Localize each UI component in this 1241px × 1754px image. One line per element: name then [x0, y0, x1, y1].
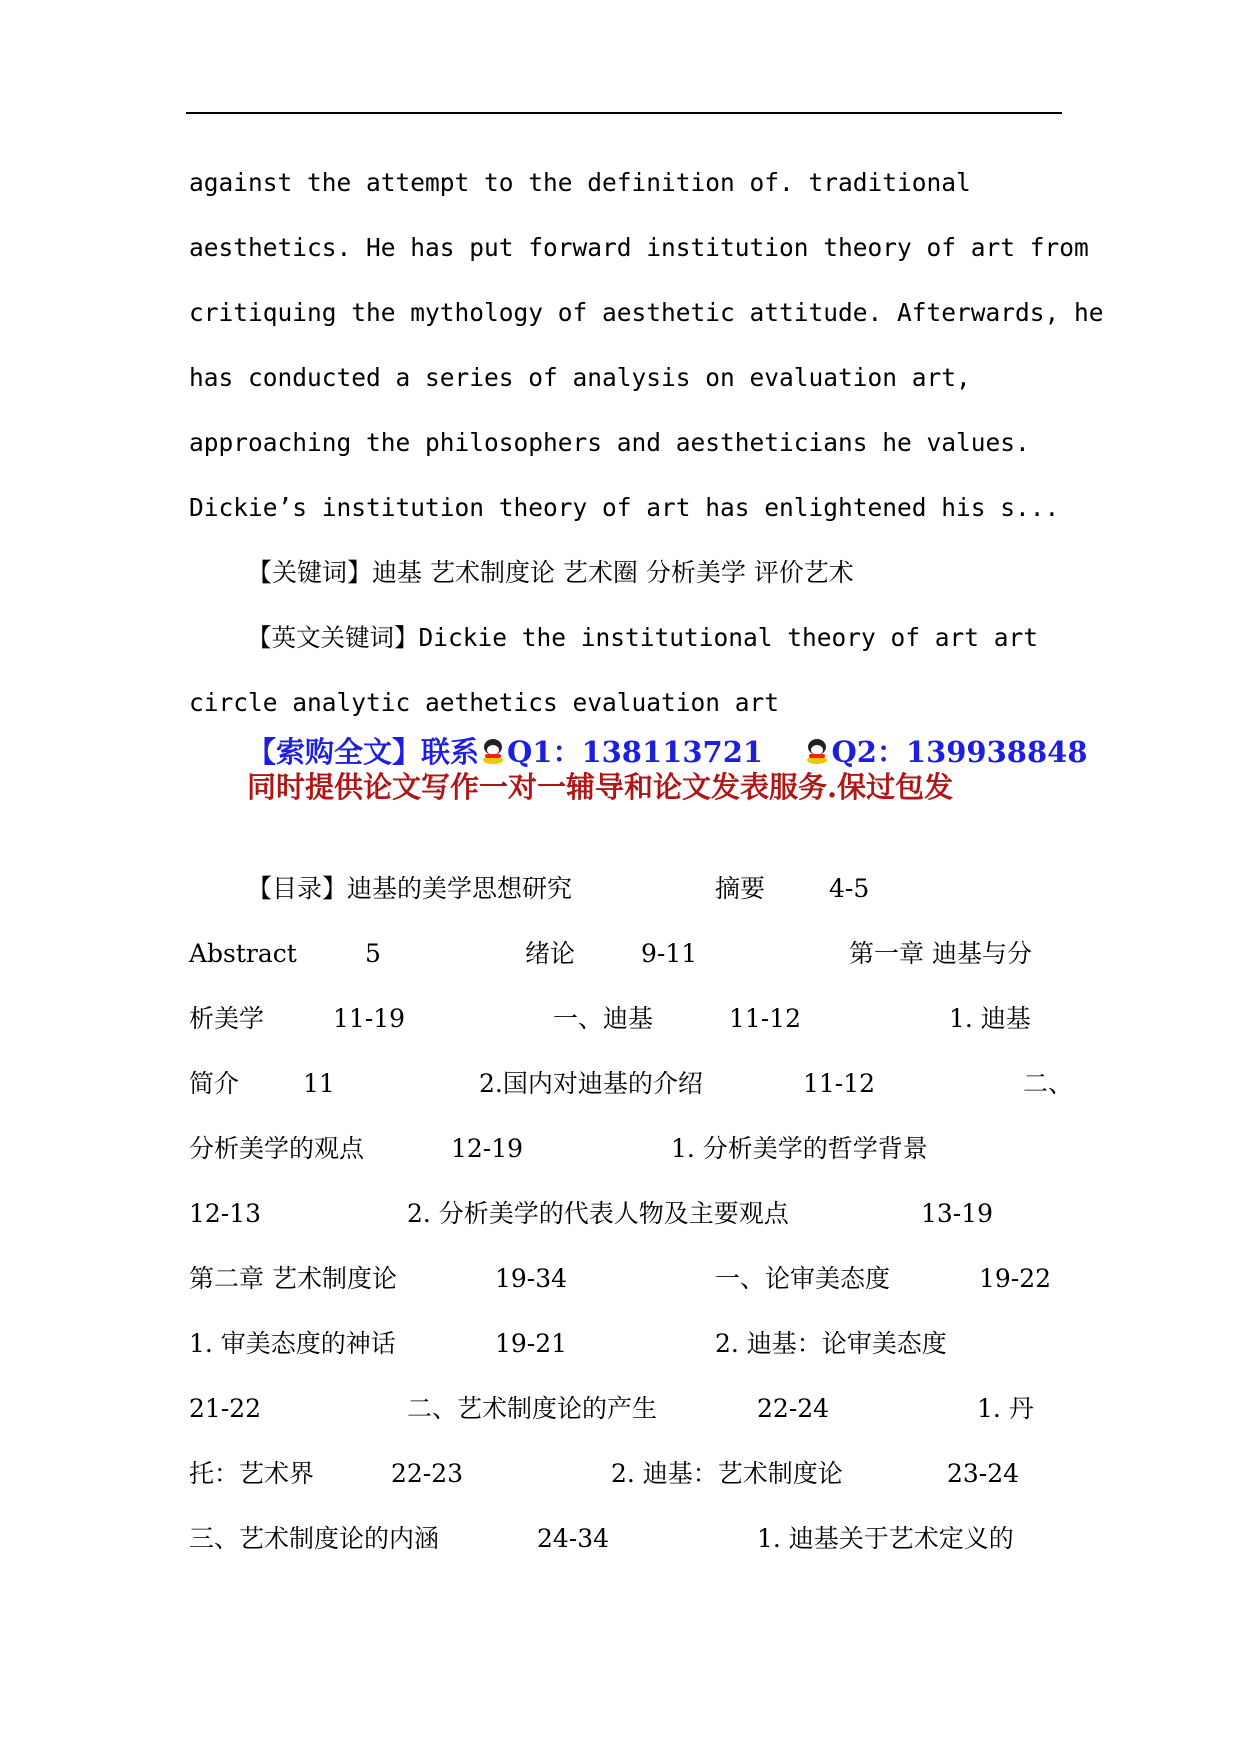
keywords-english: 【英文关键词】Dickie the institutional theory of art art — [247, 623, 1039, 652]
toc-entry: 托：艺术界 — [189, 1459, 315, 1488]
toc-page: 22-24 — [757, 1394, 830, 1423]
toc-page: 21-22 — [189, 1394, 262, 1423]
toc-line — [189, 1181, 1069, 1246]
toc-entry: 第二章 艺术制度论 — [189, 1264, 397, 1293]
toc-entry: 绪论 — [525, 939, 576, 968]
toc-entry: 简介 — [189, 1069, 240, 1098]
toc-page: 23-24 — [947, 1459, 1020, 1488]
toc-page: 11 — [303, 1069, 335, 1098]
toc-line — [189, 1506, 1069, 1571]
toc-entry: 1. 迪基 — [949, 1004, 1031, 1033]
toc-entry: 1. 迪基关于艺术定义的 — [757, 1524, 1014, 1553]
purchase-prefix: 【索购全文】联系 — [247, 735, 480, 769]
toc-entry: 分析美学的观点 — [189, 1134, 365, 1163]
keywords-english-cont: circle analytic aethetics evaluation art — [189, 688, 780, 717]
toc-entry: 1. 分析美学的哲学背景 — [671, 1134, 928, 1163]
toc-entry: 析美学 — [189, 1004, 265, 1033]
toc-page: 12-19 — [451, 1134, 524, 1163]
purchase-contact — [189, 735, 1088, 769]
toc-line — [189, 921, 1069, 986]
qq-number-2: Q2：139938848 — [831, 735, 1088, 769]
abstract-line: has conducted a series of analysis on evaluation art, — [189, 363, 971, 392]
toc-page: 5 — [365, 939, 381, 968]
abstract-line: Dickie’s institution theory of art has enlightened his s... — [189, 493, 1060, 522]
toc-page: 12-13 — [189, 1199, 262, 1228]
qq-penguin-icon — [805, 739, 829, 765]
toc-entry: 摘要 — [715, 874, 766, 903]
toc-line — [189, 1441, 1069, 1506]
toc-line — [189, 1051, 1074, 1116]
toc-page: 11-19 — [333, 1004, 406, 1033]
toc-entry: 一、迪基 — [553, 1004, 654, 1033]
toc-entry: 1. 审美态度的神话 — [189, 1329, 396, 1358]
qq-penguin-icon — [481, 739, 505, 765]
toc-entry: 1. 丹 — [977, 1394, 1034, 1423]
toc-line — [189, 1376, 1069, 1441]
toc-page: 19-34 — [495, 1264, 568, 1293]
toc-page: 11-12 — [803, 1069, 876, 1098]
toc-page: 19-22 — [979, 1264, 1052, 1293]
abstract-line: approaching the philosophers and aestheticians he values. — [189, 428, 1030, 457]
toc-line — [189, 1116, 1069, 1181]
toc-line — [189, 986, 1069, 1051]
toc-page: 11-12 — [729, 1004, 802, 1033]
toc-page: 9-11 — [641, 939, 698, 968]
keywords: 【关键词】迪基 艺术制度论 艺术圈 分析美学 评价艺术 — [247, 558, 854, 587]
toc-entry: 2. 分析美学的代表人物及主要观点 — [407, 1199, 789, 1228]
toc-page: 19-21 — [495, 1329, 568, 1358]
toc-line — [189, 1311, 1069, 1376]
toc-line — [189, 856, 1069, 921]
table-of-contents — [189, 856, 1074, 1571]
toc-entry: 二、 — [1023, 1069, 1074, 1098]
toc-entry: 二、艺术制度论的产生 — [407, 1394, 658, 1423]
header-rule — [186, 112, 1062, 114]
toc-page: 24-34 — [537, 1524, 610, 1553]
toc-line — [189, 1246, 1069, 1311]
abstract-english — [189, 150, 1104, 540]
toc-entry: 2. 迪基：艺术制度论 — [611, 1459, 843, 1488]
abstract-line: against the attempt to the definition of. traditional — [189, 168, 971, 197]
abstract-line: critiquing the mythology of aesthetic attitude. Afterwards, he — [189, 298, 1104, 327]
toc-entry: Abstract — [189, 939, 297, 968]
toc-entry: 三、艺术制度论的内涵 — [189, 1524, 440, 1553]
qq-number-1: Q1：138113721 — [507, 735, 764, 769]
toc-page: 22-23 — [391, 1459, 464, 1488]
toc-page: 4-5 — [829, 874, 870, 903]
service-notice: 同时提供论文写作一对一辅导和论文发表服务.保过包发 — [247, 770, 954, 804]
document-body — [189, 150, 1104, 1571]
toc-entry: 【目录】迪基的美学思想研究 — [247, 874, 573, 903]
toc-entry: 2.国内对迪基的介绍 — [479, 1069, 703, 1098]
toc-entry: 一、论审美态度 — [715, 1264, 891, 1293]
toc-entry: 第一章 迪基与分 — [849, 939, 1032, 968]
abstract-line: aesthetics. He has put forward institution theory of art from — [189, 233, 1089, 262]
toc-entry: 2. 迪基：论审美态度 — [715, 1329, 947, 1358]
toc-page: 13-19 — [921, 1199, 994, 1228]
